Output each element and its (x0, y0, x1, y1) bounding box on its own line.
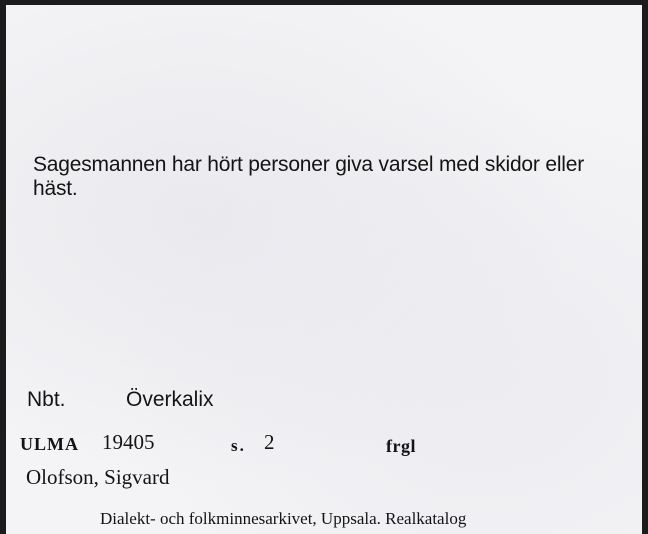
archive-footer: Dialekt- och folkminnesarkivet, Uppsala. Realkatalog (100, 509, 467, 528)
archive-code: ULMA (20, 434, 79, 454)
archive-card (6, 5, 642, 534)
archive-number: 19405 (102, 430, 155, 454)
page-number: 2 (264, 430, 275, 454)
recorder-name: Olofson, Sigvard (26, 465, 170, 489)
place-name: Överkalix (126, 388, 214, 411)
page-prefix: s. (231, 436, 246, 455)
card-description: Sagesmannen har hört personer giva varsel med skidor eller häst. (33, 153, 585, 200)
nbt-label: Nbt. (27, 388, 66, 411)
category-code: frgl (386, 436, 416, 456)
